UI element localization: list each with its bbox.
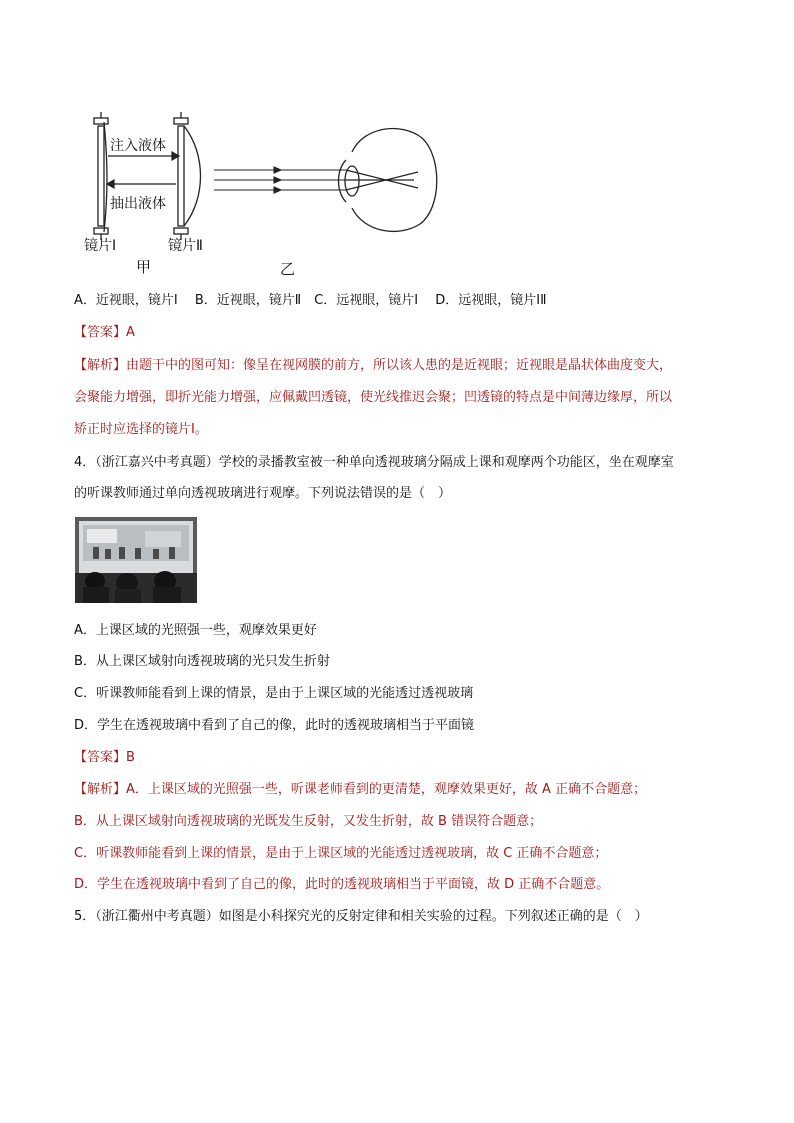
q4-option-b: B．从上课区域射向透视玻璃的光只发生折射 xyxy=(74,654,330,669)
eye-icon xyxy=(339,129,437,232)
q4-option-a: A．上课区域的光照强一些，观摩效果更好 xyxy=(74,623,317,638)
lens-1-icon xyxy=(94,112,108,240)
q4-analysis-d: D．学生在透视玻璃中看到了自己的像，此时的透视玻璃相当于平面镜，故 D 正确不合题意。 xyxy=(74,877,610,892)
q3-answer-value: A xyxy=(126,325,135,340)
q3-analysis-line-2: 会聚能力增强，即折光能力增强，应佩戴凹透镜，使光线推迟会聚；凹透镜的特点是中间薄边缘厚，所以 xyxy=(74,390,673,405)
q4-answer-value: B xyxy=(126,750,135,765)
lens-1-label: 镜片Ⅰ xyxy=(84,238,117,254)
caption-jia: 甲 xyxy=(136,258,152,276)
lens-eye-diagram xyxy=(84,104,444,279)
extract-label: 抽出液体 xyxy=(110,196,166,212)
q3-analysis-text-1: 由题干中的图可知：像呈在视网膜的前方，所以该人患的是近视眼；近视眼是晶状体曲度变大， xyxy=(126,358,673,373)
q4-option-d: D．学生在透视玻璃中看到了自己的像，此时的透视玻璃相当于平面镜 xyxy=(74,718,475,733)
lens-2-label: 镜片Ⅱ xyxy=(168,238,203,254)
q4-stem-line-1: 4．（浙江嘉兴中考真题）学校的录播教室被一种单向透视玻璃分隔成上课和观摩两个功能区，坐在观摩室 xyxy=(74,455,674,470)
q4-analysis-a-text: A．上课区域的光照强一些，听课老师看到的更清楚，观摩效果更好，故 A 正确不合题意； xyxy=(126,782,647,797)
q3-answer-tag: 【答案】 xyxy=(74,325,127,340)
q4-answer xyxy=(74,750,135,766)
q3-analysis-tag: 【解析】 xyxy=(74,358,127,373)
q4-analysis-b: B．从上课区域射向透视玻璃的光既发生反射，又发生折射，故 B 错误符合题意； xyxy=(74,814,543,829)
q4-answer-tag: 【答案】 xyxy=(74,750,127,765)
q3-answer xyxy=(74,325,135,341)
q4-analysis-tag: 【解析】 xyxy=(74,782,127,797)
q4-analysis-c: C．听课教师能看到上课的情景，是由于上课区域的光能透过透视玻璃，故 C 正确不合题意； xyxy=(74,846,608,861)
liquid-arrows xyxy=(107,152,179,188)
q3-options: A．近视眼，镜片Ⅰ B．近视眼，镜片Ⅱ C．远视眼，镜片Ⅰ D．远视眼，镜片ⅠⅡ xyxy=(74,293,547,308)
q3-analysis-line-1 xyxy=(74,358,672,374)
q5-stem: 5．（浙江衢州中考真题）如图是小科探究光的反射定律和相关实验的过程。下列叙述正确的是（ ） xyxy=(74,909,648,924)
q3-analysis-line-3: 矫正时应选择的镜片Ⅰ。 xyxy=(74,422,208,437)
classroom-photo xyxy=(75,517,197,603)
caption-yi: 乙 xyxy=(280,260,296,278)
light-rays xyxy=(214,167,346,193)
q4-stem-line-2: 的听课教师通过单向透视玻璃进行观摩。下列说法错误的是（ ） xyxy=(74,486,452,501)
inject-label: 注入液体 xyxy=(110,138,166,154)
q4-analysis-a xyxy=(74,782,646,798)
lens-2-icon xyxy=(174,112,201,240)
q4-option-c: C．听课教师能看到上课的情景，是由于上课区域的光能透过透视玻璃 xyxy=(74,686,474,701)
